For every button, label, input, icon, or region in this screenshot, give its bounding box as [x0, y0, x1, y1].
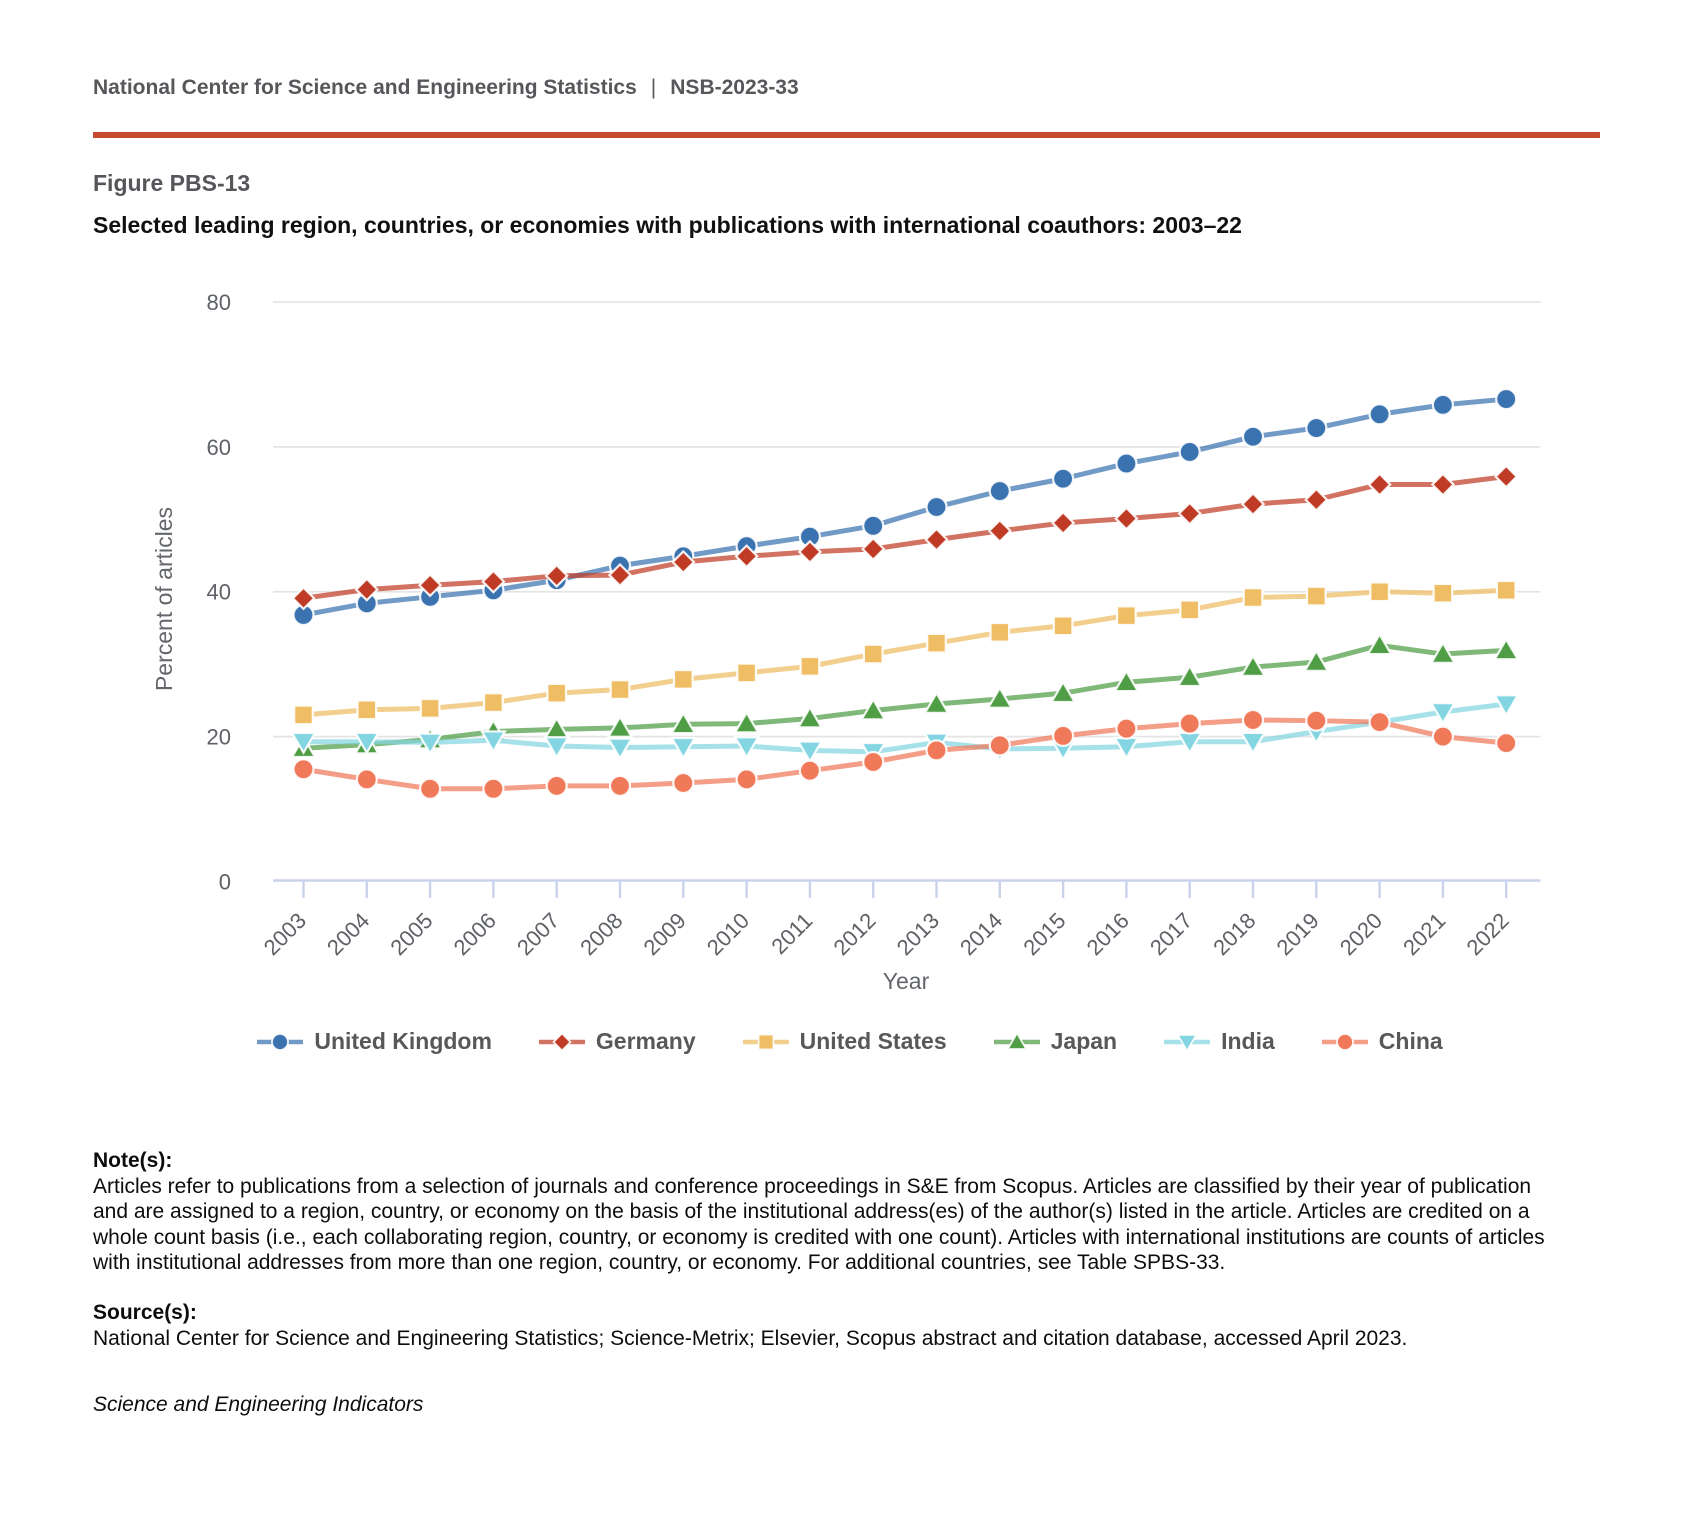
- square-marker-icon: [1054, 616, 1073, 635]
- x-tick-label: 2021: [1398, 907, 1451, 961]
- diamond-marker-icon: [1306, 489, 1327, 510]
- x-tick-label: 2018: [1208, 907, 1261, 961]
- x-tick-label: 2011: [766, 907, 818, 959]
- legend-item-china[interactable]: [1321, 1028, 1443, 1055]
- circle-marker-icon: [927, 497, 947, 517]
- diamond-marker-icon: [1116, 508, 1137, 529]
- org-name: National Center for Science and Engineering Statistics: [93, 76, 637, 99]
- diamond-marker-icon: [1496, 466, 1517, 487]
- circle-marker-icon: [1116, 454, 1136, 474]
- diamond-marker-icon: [1179, 503, 1200, 524]
- square-marker-icon: [1434, 584, 1453, 603]
- square-marker-icon: [758, 1034, 773, 1049]
- y-axis-title: Percent of articles: [151, 506, 177, 692]
- square-marker-icon: [358, 701, 377, 720]
- x-tick-label: 2003: [258, 907, 312, 961]
- square-marker-icon: [1497, 581, 1516, 600]
- circle-marker-icon: [1496, 389, 1516, 409]
- footer-indicators: Science and Engineering Indicators: [93, 1393, 424, 1417]
- circle-marker-icon: [673, 773, 693, 793]
- square-marker-icon: [864, 645, 883, 664]
- legend-item-united-states[interactable]: [742, 1028, 947, 1055]
- diamond-marker-icon: [989, 520, 1010, 541]
- circle-marker-icon: [1337, 1034, 1353, 1050]
- y-tick-label: 60: [206, 434, 231, 460]
- square-marker-icon: [1117, 606, 1136, 625]
- circle-marker-icon: [294, 759, 314, 779]
- diamond-marker-icon: [1369, 474, 1390, 495]
- series-united-states: [294, 581, 1515, 724]
- circle-marker-icon: [1243, 427, 1263, 447]
- x-tick-label: 2014: [955, 907, 1008, 961]
- circle-marker-icon: [1370, 712, 1390, 732]
- circle-marker-icon: [990, 735, 1010, 755]
- notes-heading: Note(s):: [93, 1149, 173, 1172]
- circle-marker-icon: [1496, 733, 1516, 753]
- legend-square-icon: [742, 1029, 790, 1055]
- square-marker-icon: [484, 693, 503, 712]
- circle-marker-icon: [800, 761, 820, 781]
- x-tick-label: 2009: [638, 907, 691, 961]
- y-tick-label: 80: [206, 289, 231, 315]
- x-tick-label: 2008: [575, 907, 628, 961]
- square-marker-icon: [927, 634, 946, 653]
- circle-marker-icon: [990, 481, 1010, 501]
- square-marker-icon: [1244, 588, 1263, 607]
- y-tick-label: 0: [218, 869, 231, 895]
- circle-marker-icon: [927, 740, 947, 760]
- y-tick-label: 20: [206, 724, 231, 750]
- x-tick-label: 2017: [1144, 907, 1198, 961]
- square-marker-icon: [1180, 601, 1199, 620]
- notes-block: [93, 1148, 1571, 1418]
- legend-circle-icon: [1321, 1029, 1369, 1055]
- square-marker-icon: [674, 670, 693, 689]
- square-marker-icon: [294, 706, 313, 725]
- series-china: [294, 710, 1517, 799]
- square-marker-icon: [801, 657, 820, 676]
- series-germany: [293, 466, 1517, 609]
- legend-item-india[interactable]: [1163, 1028, 1275, 1055]
- circle-marker-icon: [547, 776, 567, 796]
- y-tick-label: 40: [206, 579, 231, 605]
- square-marker-icon: [1307, 587, 1326, 606]
- legend-diamond-icon: [538, 1029, 586, 1055]
- circle-marker-icon: [610, 776, 630, 796]
- circle-marker-icon: [1370, 404, 1390, 424]
- diamond-marker-icon: [553, 1033, 570, 1050]
- circle-marker-icon: [420, 779, 440, 799]
- legend-label: Japan: [1050, 1028, 1118, 1054]
- x-tick-label: 2022: [1461, 907, 1514, 961]
- legend-triangle-up-icon: [993, 1029, 1041, 1055]
- circle-marker-icon: [863, 752, 883, 772]
- x-tick-label: 2004: [322, 907, 375, 961]
- x-tick-label: 2010: [701, 907, 755, 961]
- legend-label: Germany: [595, 1028, 696, 1054]
- legend-label: India: [1221, 1028, 1275, 1054]
- circle-marker-icon: [1306, 418, 1326, 438]
- x-tick-label: 2019: [1271, 907, 1324, 961]
- legend-triangle-down-icon: [1163, 1029, 1211, 1055]
- circle-marker-icon: [357, 769, 377, 789]
- legend-circle-icon: [256, 1029, 304, 1055]
- x-axis-title: Year: [882, 968, 930, 994]
- legend-item-japan[interactable]: [993, 1028, 1117, 1055]
- diamond-marker-icon: [926, 529, 947, 550]
- circle-marker-icon: [737, 769, 757, 789]
- report-id: NSB-2023-33: [670, 76, 799, 99]
- sources-text: National Center for Science and Engineering Statistics; Science-Metrix; Elsevier, Scopus abstract and citation database, accessed April 2023.: [93, 1326, 1408, 1350]
- circle-marker-icon: [1180, 714, 1200, 734]
- legend-label: China: [1378, 1028, 1443, 1054]
- square-marker-icon: [547, 684, 566, 703]
- square-marker-icon: [611, 680, 630, 699]
- x-tick-label: 2005: [385, 907, 438, 961]
- circle-marker-icon: [1306, 711, 1326, 731]
- header-separator: |: [650, 76, 657, 99]
- x-tick-label: 2015: [1018, 907, 1071, 961]
- figure-label: Figure PBS-13: [93, 170, 251, 196]
- circle-marker-icon: [272, 1034, 288, 1050]
- circle-marker-icon: [1116, 719, 1136, 739]
- x-tick-label: 2020: [1334, 907, 1388, 961]
- circle-marker-icon: [1053, 726, 1073, 746]
- x-tick-label: 2006: [448, 907, 501, 961]
- sources-heading: Source(s):: [93, 1300, 197, 1324]
- square-marker-icon: [1370, 582, 1389, 601]
- series-united-kingdom: [294, 389, 1517, 625]
- legend-label: United States: [799, 1028, 947, 1054]
- notes-text: Articles refer to publications from a selection of journals and conference proceedings in S&E from Scopus. Articles are classified by their year of publication and are assigned to a region, country, or economy on the basis of the institutional address(es) of the author(s) listed in the article. Articles are credited on a whole count basis (i.e., each collaborating region, country, or economy is credited with one count). Articles with international institutions are counts of articles with institutional addresses from more than one region, country, or economy. For additional countries, see Table SPBS-33.: [93, 1174, 1545, 1275]
- square-marker-icon: [421, 699, 440, 718]
- chart-legend: [0, 1028, 1699, 1055]
- circle-marker-icon: [1180, 442, 1200, 462]
- x-tick-label: 2013: [891, 907, 945, 961]
- x-tick-label: 2012: [828, 907, 881, 961]
- diamond-marker-icon: [1053, 512, 1074, 533]
- legend-item-united-kingdom[interactable]: [256, 1028, 492, 1055]
- diamond-marker-icon: [863, 538, 884, 559]
- circle-marker-icon: [1433, 727, 1453, 747]
- legend-item-germany[interactable]: [538, 1028, 696, 1055]
- diamond-marker-icon: [293, 588, 314, 609]
- circle-marker-icon: [1243, 710, 1263, 730]
- circle-marker-icon: [483, 779, 503, 799]
- circle-marker-icon: [1053, 469, 1073, 489]
- figure-title: Selected leading region, countries, or economies with publications with international coauthors: 2003–22: [93, 212, 1242, 238]
- square-marker-icon: [737, 664, 756, 683]
- legend-label: United Kingdom: [314, 1028, 492, 1054]
- circle-marker-icon: [1433, 395, 1453, 415]
- square-marker-icon: [991, 623, 1010, 642]
- diamond-marker-icon: [1432, 474, 1453, 495]
- x-tick-label: 2016: [1081, 907, 1134, 961]
- circle-marker-icon: [863, 516, 883, 536]
- diamond-marker-icon: [1242, 493, 1263, 514]
- x-tick-label: 2007: [511, 907, 565, 961]
